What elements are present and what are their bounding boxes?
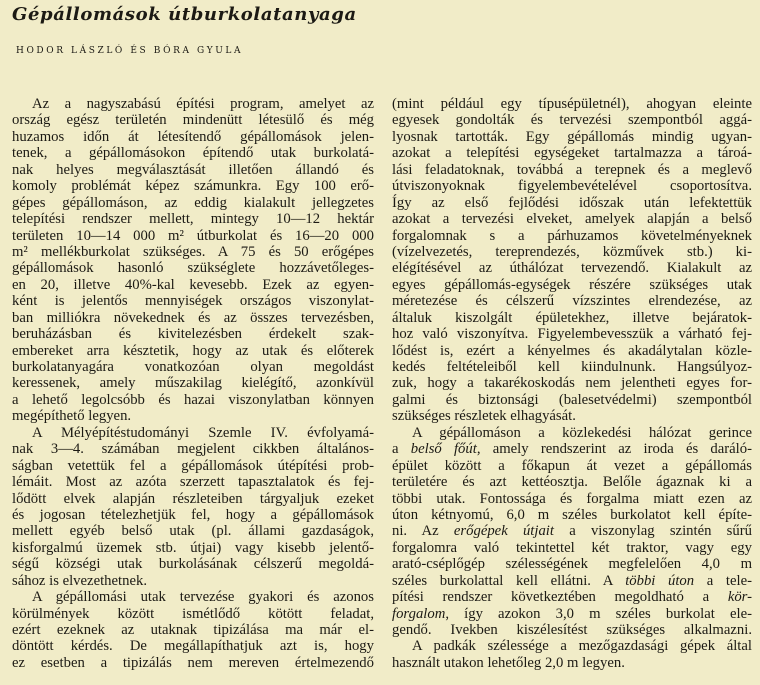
text-line: burkolatanyagára vonatkozóan olyan megoldást	[12, 359, 374, 375]
text-line: ez esetben a tipizálás nem mereven értelmezendő	[12, 654, 374, 671]
text-line: ország egész területén mindenütt létesülő és még	[12, 112, 374, 129]
text-line: (mint például egy típusépületnél), ahogyan eleinte	[392, 96, 752, 112]
text-line: nak helyes megválasztását illetően állandó és	[12, 161, 374, 178]
text-line: szükséges részletek elhagyását.	[392, 408, 576, 425]
text-line: A padkák szélessége a mezőgazdasági gépek által	[412, 638, 752, 655]
text-line: (vízelvezetés, tereprendezés, közművek stb.) ki-	[392, 243, 752, 260]
text-line: zuk, hogy a takarékoskodás nem jelentheti egyes for-	[392, 375, 752, 392]
text-line: forgalom, így azokon 3,0 m széles burkolat ele-	[392, 605, 752, 622]
text-line: komoly problémát képez számunkra. Egy 100 erő-	[12, 178, 374, 195]
text-line: ban milliókra növekednek és az összes tervezésben,	[12, 309, 374, 326]
text-line: m² mellékburkolat szükséges. A 75 és 50 erőgépes	[12, 243, 374, 260]
text-line: ként is jelentős mennyiségek országos viszonylat-	[12, 293, 374, 310]
text-line: a belső főút, amely rendszerint az iroda és daráló-	[392, 441, 752, 458]
text-line: használt utakon lehetőleg 2,0 m legyen.	[392, 654, 625, 671]
text-line: ségű községi utak burkolásának célszerű megoldá-	[12, 556, 374, 573]
article-title: Gépállomások útburkolatanyaga	[12, 4, 357, 25]
text-line: lődést is, ezért a kényelmes és akadálytalan közle-	[392, 342, 752, 359]
text-line: méretezése és célszerű vízszintes elrendezése, az	[392, 293, 752, 310]
text-line: tenek, a gépállomásokon építendő utak burkolatá-	[12, 145, 374, 162]
text-line: forgalomra való tekintettel két traktor, vagy egy	[392, 539, 752, 556]
text-line: lődött elvek alapján részleteiben tárgyaljuk ezeket	[12, 490, 374, 507]
text-line: nak 3—4. számában megjelent cikkben általános-	[12, 441, 374, 458]
text-line: körülmények között ismétlődő kötött feladat,	[12, 605, 374, 622]
text-line: Az a nagyszabású építési program, amelyet az	[32, 96, 374, 112]
text-line: Így az első fejlődési időszak után lefektettük	[392, 194, 752, 211]
text-line: többi utak. Fontossága és forgalma miatt ezen az	[392, 490, 752, 507]
text-line: gendő. Ivekben kiszélesítést szükséges alkalmazni.	[392, 622, 752, 638]
text-line: A Mélyépítéstudományi Szemle IV. évfolyamá-	[32, 424, 374, 441]
text-line: lási feladatoknak, továbbá a terepnek és a meglevő	[392, 161, 752, 178]
text-line: úton kétnyomú, 6,0 m széles burkolatot kell építe-	[392, 506, 752, 523]
text-line: széles burkolattal kell ellátni. A többi úton a tele-	[392, 572, 752, 589]
left-column	[12, 96, 374, 671]
text-line: beruházásban és kivitelezésben érdekelt szak-	[12, 326, 374, 343]
text-line: arató-cséplőgép szélességének megfelelően 4,0 m	[392, 556, 752, 573]
text-line: és jogosan tételezhetjük fel, hogy a gépállomások	[12, 506, 374, 523]
text-line: területére és azt kettéosztja. Belőle ágaznak ki a	[392, 474, 752, 491]
text-line: forgalomnak s a párhuzamos követelményeknek	[392, 227, 752, 244]
text-line: telepítési rendszer mellett, mintegy 10—12 hektár	[12, 211, 374, 228]
text-line: mellett egyéb belső utak (pl. állami gazdaságok,	[12, 523, 374, 540]
text-line: A gépállomáson a közlekedési hálózat gerince	[412, 424, 752, 441]
text-line: kedés feltételeiből kell kiindulnunk. Hangsúlyoz-	[392, 359, 752, 375]
text-line: hoz való viszonyítva. Figyelembevesszük a várható fej-	[392, 326, 752, 343]
text-line: ni. Az erőgépek útjait a viszonylag szintén sűrű	[392, 523, 752, 540]
text-line: sához is elvezethetnek.	[12, 572, 147, 589]
text-line: területen 10—14 000 m² útburkolat és 16—20 000	[12, 227, 374, 244]
text-line: gépállomások hasonló szükséglete hozzávetőleges-	[12, 260, 374, 277]
text-line: lémáit. Most az azóta szerzett tapasztalatok és fej-	[12, 474, 374, 491]
text-line: ezért ezeknek az utaknak tipizálása ma már el-	[12, 622, 374, 638]
text-line: galmi és biztonsági (balesetvédelmi) szempontból	[392, 391, 752, 408]
article-authors: HODOR LÁSZLÓ ÉS BÓRA GYULA	[16, 46, 244, 56]
text-line: en 20, illetve 40%-kal kevesebb. Ezek az egyen-	[12, 276, 374, 293]
text-line: a lehető legolcsóbb és hazai viszonylatban könnyen	[12, 391, 374, 408]
text-line: általuk kiszolgált épületekhez, illetve bejáratok-	[392, 309, 752, 326]
text-line: útviszonyoknak figyelembevételével csoportosítva.	[392, 178, 752, 195]
text-line: elégítésével az úthálózat tervezendő. Kialakult az	[392, 260, 752, 277]
text-line: egyesek gondolták és tervezési szempontból aggá-	[392, 112, 752, 129]
text-line: ságban vetettük fel a gépállomások útépítési prob-	[12, 457, 374, 474]
text-line: döntött kérdés. De megállapíthatjuk azt is, hogy	[12, 638, 374, 655]
text-line: embereket arra késztetik, hogy az utak és előterek	[12, 342, 374, 359]
text-line: megépíthető legyen.	[12, 408, 132, 425]
text-line: keressenek, amely műszakilag kielégítő, azonkívül	[12, 375, 374, 392]
text-line: A gépállomási utak tervezése gyakori és azonos	[32, 589, 374, 606]
text-line: épület között a főkapun át vezet a gépállomás	[392, 457, 752, 474]
right-column	[392, 96, 752, 671]
text-line: kisforgalmú üzemek stb. útjai) vagy kisebb jelentő-	[12, 539, 374, 556]
text-line: azokat a telepítési egységeket tartalmazza a tároá-	[392, 145, 752, 162]
text-line: azokat a tervezési elveket, amelyek alapján a belső	[392, 211, 752, 228]
text-line: gépes gépállomáson, az eddig kialakult jellegzetes	[12, 194, 374, 211]
text-line: egyes gépállomás-egységek részére szükséges utak	[392, 276, 752, 293]
text-line: lyosnak tartották. Egy gépállomás mindig ugyan-	[392, 128, 752, 145]
text-line: pítési rendszer következtében megoldható a kör-	[392, 589, 752, 606]
text-line: huzamos időn át létesítendő gépállomások jelen-	[12, 128, 374, 145]
